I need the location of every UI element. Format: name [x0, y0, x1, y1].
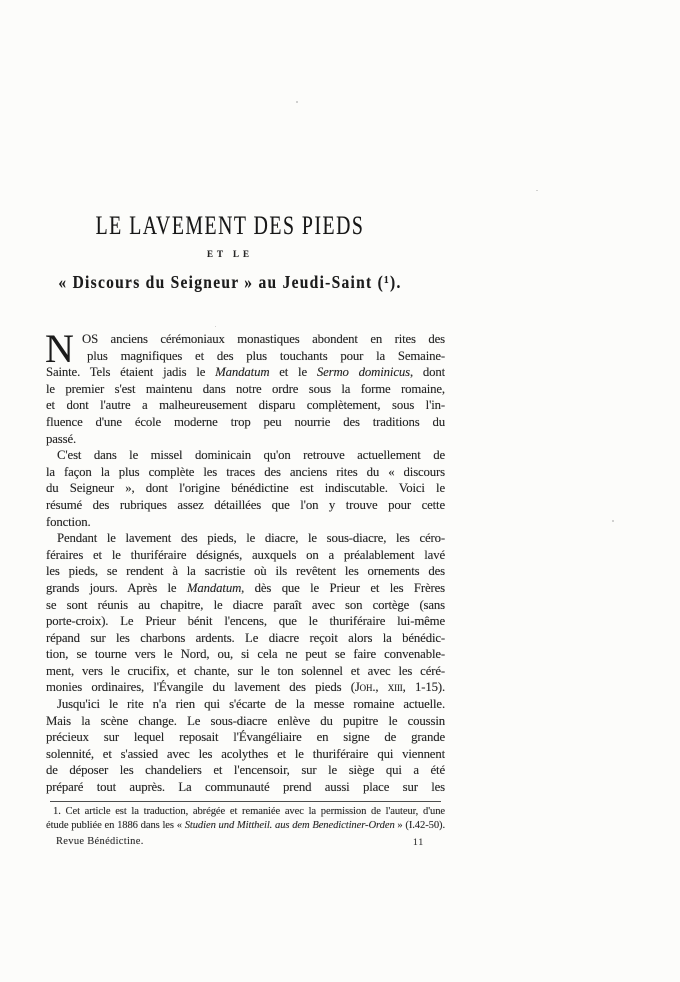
text-run: fonction. — [46, 514, 91, 529]
footnote — [46, 805, 445, 833]
text-run: résumé des rubriques assez détaillées que l'on y trouve pour cette — [46, 497, 445, 512]
text-run: précieux sur lequel reposait l'Évangéliaire en signe de grande — [46, 730, 445, 745]
text-line — [46, 713, 445, 730]
text-run: préparé tout auprès. La communauté prend aussi place sur les — [46, 780, 445, 795]
signature-number: 11 — [413, 838, 425, 848]
text-run: Mais la scène change. Le sous-diacre enlève du pupitre le coussin — [46, 713, 445, 728]
italic-text: Mandatum — [215, 365, 270, 380]
text-run: féraires et le thuriféraire désignés, auxquels on a préalablement lavé — [46, 547, 445, 562]
text-run: monies ordinaires, l'Évangile du lavement des pieds ( — [46, 680, 355, 695]
text-line — [46, 563, 445, 580]
text-line — [46, 663, 445, 680]
text-run: , dont — [409, 365, 445, 380]
text-run: la façon la plus complète les traces des anciens rites du « discours — [46, 464, 445, 479]
text-line — [46, 331, 445, 348]
article-body — [45, 326, 445, 796]
body-text — [45, 326, 445, 796]
text-run: les pieds, se rendent à la sacristie où ils revêtent les ornements des — [46, 564, 445, 579]
text-line — [46, 497, 445, 514]
text-run: fluence d'une école moderne trop peu nourrie des traditions du — [46, 414, 445, 429]
text-run: passé. — [46, 431, 77, 446]
text-run: et le — [269, 365, 317, 380]
text-run: Sainte. Tels étaient jadis le — [46, 365, 216, 380]
text-line — [46, 729, 445, 746]
small-caps-text: Joh., xiii — [354, 680, 403, 695]
text-run: » (I.42-50). — [394, 819, 445, 831]
text-run: Pendant le lavement des pieds, le diacre, le sous-diacre, les céro- — [57, 531, 445, 546]
text-run: se sont réunis au chapitre, le diacre paraît avec son cortège (sans — [46, 597, 445, 612]
text-line — [46, 696, 445, 713]
text-run: tion, se tourne vers le Nord, ou, si cela ne peut se faire convenable- — [46, 647, 445, 662]
italic-text: Sermo dominicus — [316, 365, 410, 380]
text-line — [46, 630, 445, 647]
scan-speck — [296, 101, 298, 103]
text-line — [46, 805, 445, 819]
text-run: OS anciens cérémoniaux monastiques abondent en rites des — [82, 332, 445, 346]
dropcap-initial: N — [45, 326, 74, 371]
text-line — [46, 397, 445, 414]
text-run: le premier s'est maintenu dans notre ordre sous la forme romaine, — [46, 381, 445, 396]
text-line — [46, 530, 445, 547]
text-line — [46, 414, 445, 431]
text-run: ment, vers le crucifix, et chante, sur le ton solennel et avec les céré- — [46, 663, 445, 678]
journal-name: Revue Bénédictine. — [56, 836, 144, 847]
text-line — [46, 464, 445, 481]
text-run: , 1-15). — [402, 680, 445, 695]
text-run: étude publiée en 1886 dans les « — [46, 819, 185, 831]
italic-text: Studien und Mittheil. aus dem Benedictiner-Orden — [184, 819, 395, 831]
title-connector: ET LE — [206, 249, 254, 259]
footnote-rule — [50, 801, 441, 802]
scan-speck — [612, 520, 614, 522]
text-line — [46, 597, 445, 614]
text-line — [46, 381, 445, 398]
text-run: porte-croix). Le Prieur bénit l'encens, que le thuriféraire lui-même — [46, 614, 445, 629]
text-line — [46, 580, 445, 597]
text-run: solennité, et s'assied avec les acolythes et le thuriféraire qui viennent — [46, 746, 445, 761]
text-line — [46, 646, 445, 663]
footnote-text — [46, 805, 445, 833]
article-subtitle: « Discours du Seigneur » au Jeudi-Saint (¹). — [58, 272, 402, 292]
text-run: plus magnifiques et des plus touchants pour la Semaine- — [87, 348, 445, 363]
text-line — [46, 514, 445, 531]
text-run: C'est dans le missel dominicain qu'on retrouve actuellement de — [57, 448, 445, 463]
text-line — [46, 746, 445, 763]
article-title: LE LAVEMENT DES PIEDS — [95, 211, 365, 240]
text-run: et dont l'autre a malheureusement disparu complètement, sous l'in- — [46, 398, 445, 413]
text-run: répand sur les charbons ardents. Le diacre reçoit alors la bénédic- — [46, 630, 445, 645]
text-line — [46, 480, 445, 497]
text-line — [46, 547, 445, 564]
text-line — [46, 613, 445, 630]
text-run: , dès que le Prieur et les Frères — [241, 580, 445, 595]
text-line — [46, 364, 445, 381]
text-line — [46, 819, 445, 833]
text-run: grands jours. Après le — [46, 580, 187, 595]
text-line — [46, 762, 445, 779]
text-run: 1. Cet article est la traduction, abrégée et remaniée avec la permission de l'auteur, d'une — [53, 806, 445, 817]
text-line — [46, 779, 445, 796]
text-line — [46, 431, 445, 448]
text-line — [46, 679, 445, 696]
text-line — [46, 348, 445, 365]
text-run: Jusqu'ici le rite n'a rien qui s'écarte de la messe romaine actuelle. — [57, 697, 445, 712]
text-line — [46, 447, 445, 464]
text-run: du Seigneur », dont l'origine bénédictine est indiscutable. Voici le — [46, 481, 445, 496]
italic-text: Mandatum — [186, 580, 242, 595]
scan-speck — [215, 326, 216, 327]
text-run: de déposer les chandeliers et l'encensoir, sur le siège qui a été — [46, 763, 445, 778]
scan-speck — [536, 190, 538, 191]
